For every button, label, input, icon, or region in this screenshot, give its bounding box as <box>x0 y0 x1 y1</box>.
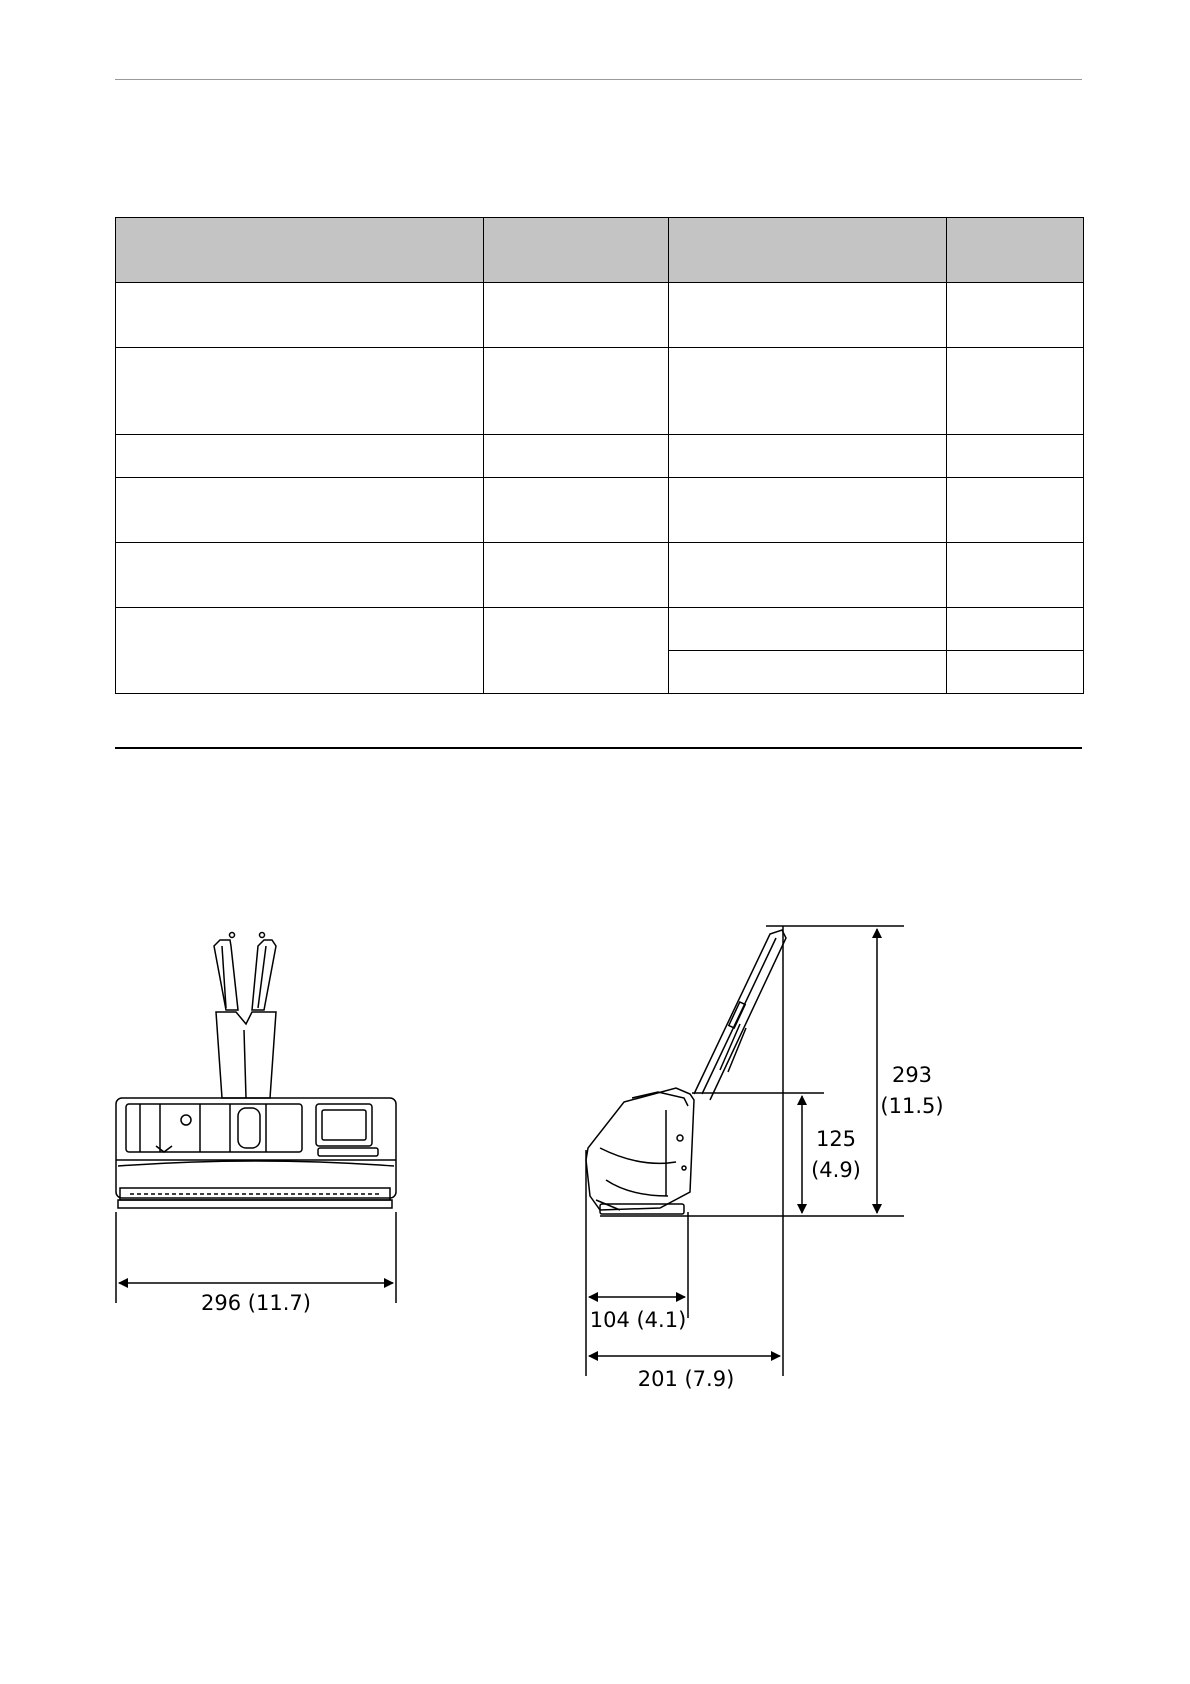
header-rule <box>115 79 1082 80</box>
table-row <box>116 608 1084 651</box>
front-view-scanner-icon <box>116 933 396 1209</box>
spec-table <box>115 217 1084 694</box>
height-open-inch: (11.5) <box>880 1094 944 1118</box>
depth-open-label: 201 (7.9) <box>637 1367 735 1391</box>
width-label: 296 (11.7) <box>201 1291 311 1315</box>
side-view-scanner-icon <box>586 930 786 1214</box>
table-header-cell <box>116 218 484 283</box>
table-header-cell <box>669 218 947 283</box>
table-row <box>116 543 1084 608</box>
section-rule <box>115 747 1082 749</box>
width-dimension <box>116 1212 396 1303</box>
table-header-cell <box>947 218 1084 283</box>
table-row <box>116 435 1084 478</box>
dimension-drawings <box>0 900 1190 1400</box>
table-row <box>116 478 1084 543</box>
table-header-row <box>116 218 1084 283</box>
height-closed-value: 125 <box>815 1127 857 1151</box>
height-closed-inch: (4.9) <box>811 1158 861 1182</box>
table-header-cell <box>484 218 669 283</box>
depth-closed-label: 104 (4.1) <box>589 1308 687 1332</box>
table-row <box>116 348 1084 435</box>
table-row <box>116 283 1084 348</box>
height-open-value: 293 <box>891 1063 933 1087</box>
